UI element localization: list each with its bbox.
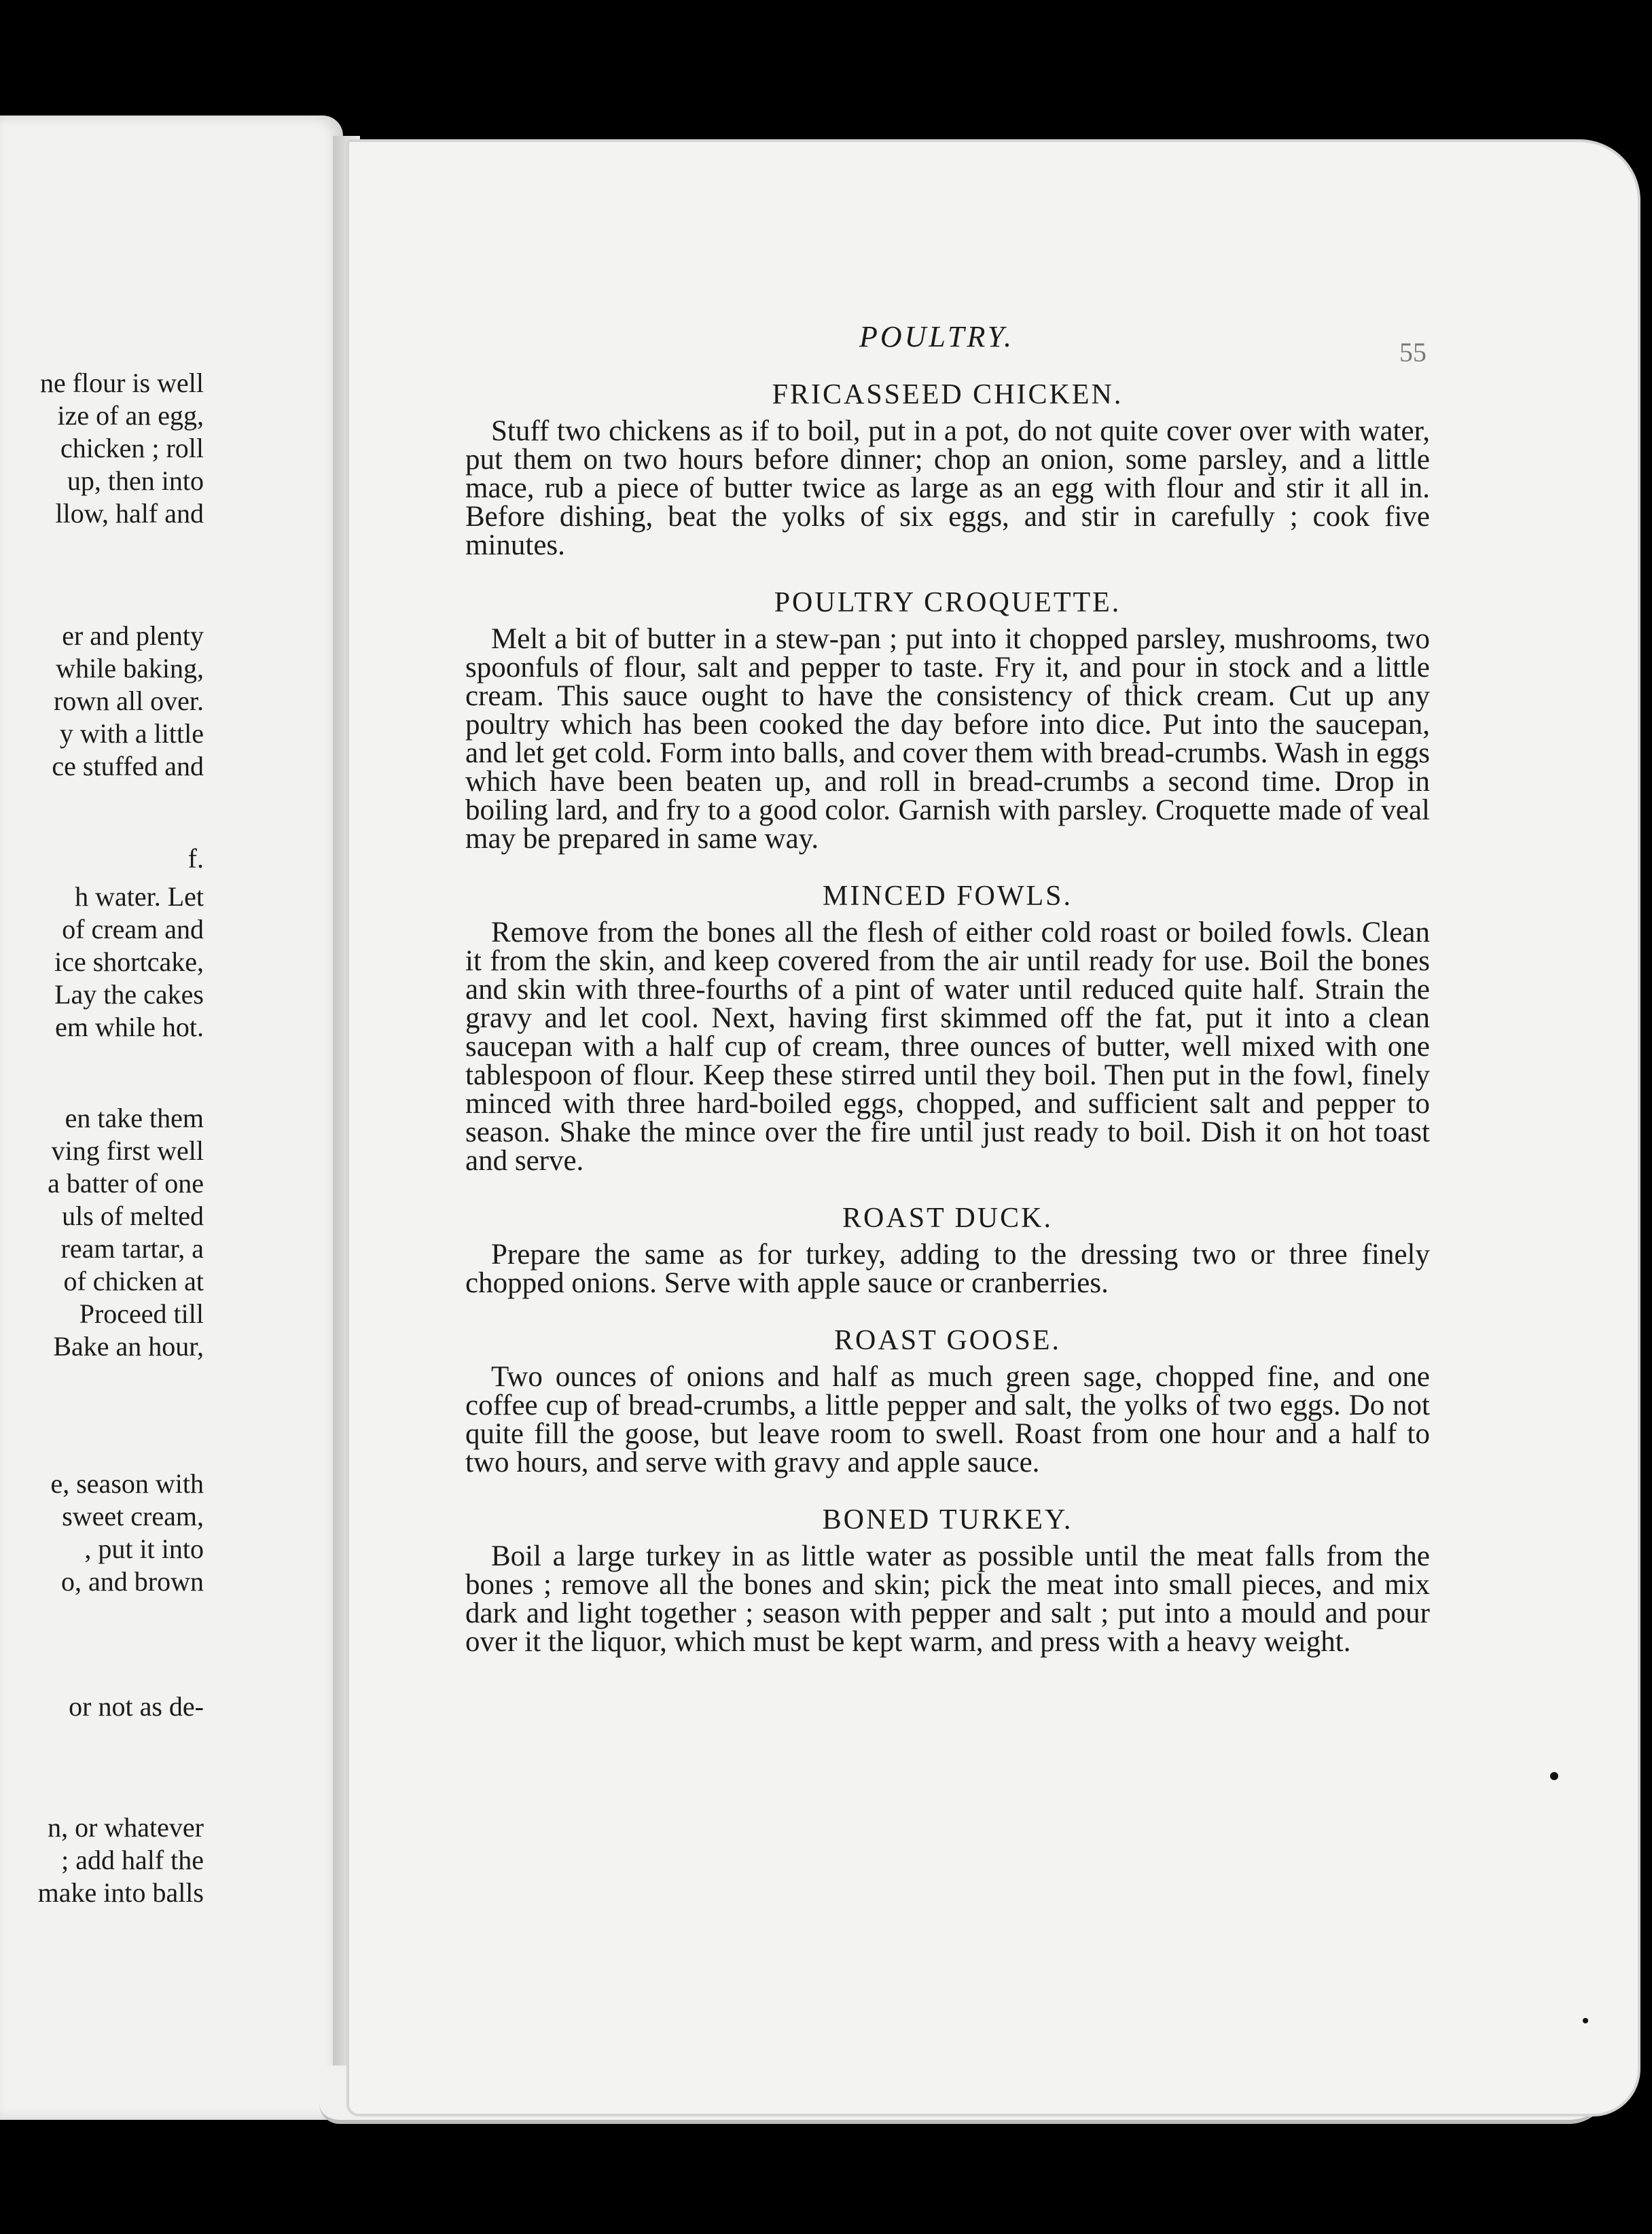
left-page-line: ne flour is well: [39, 368, 204, 398]
left-page-line: of cream and: [62, 914, 204, 944]
recipe-body: Prepare the same as for turkey, adding to the dressing two or three finely chopped onions. Serve with apple sauce or cranberries.: [465, 1239, 1430, 1299]
left-page-line: ; add half the: [61, 1845, 204, 1875]
left-page-line: up, then into: [67, 465, 204, 496]
left-page-line: chicken ; roll: [60, 433, 204, 463]
recipe-body: Boil a large turkey in as little water as possible until the meat falls from the bones ; remove all the bones and skin; pick the meat into small pieces, and mix dark and light together ; season with pepper and salt ; put into a mould and pour over it the liquor, which must be kept warm, and press with a heavy weight.: [465, 1540, 1430, 1658]
left-page-line: sweet cream,: [62, 1501, 204, 1531]
left-page-line: , put it into: [84, 1533, 204, 1564]
recipe-title: BONED TURKEY.: [822, 1504, 1073, 1536]
left-page-line: of chicken at: [63, 1266, 204, 1296]
recipe-fricasseed-chicken: [465, 380, 1430, 560]
recipe-title: FRICASSEED CHICKEN.: [772, 379, 1124, 410]
recipe-body: Two ounces of onions and half as much green sage, chopped fine, and one coffee cup of bread-crumbs, a little pepper and salt, the yolks of two eggs. Do not quite fill the goose, but leave room to swell. Roast from one hour and a half to two hours, and serve with gravy and apple sauce.: [465, 1361, 1430, 1478]
left-page-line: em while hot.: [55, 1012, 204, 1042]
page-number: 55: [1399, 337, 1426, 368]
left-page-line: ce stuffed and: [52, 751, 204, 781]
page-content: [465, 380, 1430, 1685]
running-header: POULTRY.: [859, 320, 1015, 353]
recipe-body: Remove from the bones all the flesh of either cold roast or boiled fowls. Clean it from the skin, and keep covered from the air until ready for use. Boil the bones and skin with three-fourths of a pint of water until reduced quite half. Strain the gravy and let cool. Next, having first skimmed off the fat, put it into a clean saucepan with a half cup of cream, three ounces of butter, well mixed with one tablespoon of flour. Keep these stirred until they boil. Then put in the fowl, finely minced with three hard-boiled eggs, chopped, and sufficient salt and pepper to season. Shake the mince over the fire until just ready to boil. Dish it on hot toast and serve.: [465, 917, 1430, 1177]
recipe-roast-goose: [465, 1326, 1430, 1477]
left-page-line: make into balls: [37, 1877, 204, 1908]
left-page-line: h water. Let: [75, 881, 204, 912]
left-page-line: ving first well: [51, 1135, 204, 1166]
recipe-title: ROAST DUCK.: [842, 1203, 1053, 1234]
left-page-line: f.: [187, 843, 204, 874]
recipe-boned-turkey: [465, 1506, 1430, 1656]
left-page-line: ream tartar, a: [60, 1233, 204, 1264]
left-page-line: while baking,: [56, 653, 204, 684]
recipe-roast-duck: [465, 1204, 1430, 1298]
dust-speck: [1583, 2018, 1588, 2023]
left-page-line: e, season with: [50, 1468, 204, 1499]
recipe-title: ROAST GOOSE.: [834, 1325, 1061, 1356]
left-page-line: a batter of one: [48, 1168, 204, 1199]
left-page-line: rown all over.: [53, 686, 204, 716]
recipe-title: POULTRY CROQUETTE.: [774, 587, 1121, 618]
left-page-line: en take them: [65, 1103, 204, 1133]
left-page-line: or not as de-: [69, 1691, 204, 1722]
left-page-line: y with a little: [59, 718, 204, 749]
recipe-body: Melt a bit of butter in a stew-pan ; put into it chopped parsley, mushrooms, two spoonfuls of flour, salt and pepper to taste. Fry it, and pour in stock and a little cream. This sauce ought to have the consistency of thick cream. Cut up any poultry which has been cooked the day before into dice. Put into the saucepan, and let get cold. Form into balls, and cover them with bread-crumbs. Wash in eggs which have been beaten up, and roll in bread-crumbs a second time. Drop in boiling lard, and fry to a good color. Garnish with parsley. Croquette made of veal may be prepared in same way.: [465, 623, 1430, 855]
left-page: [0, 116, 343, 2120]
left-page-line: Bake an hour,: [53, 1331, 204, 1362]
dust-speck: [1550, 1772, 1558, 1780]
left-page-line: o, and brown: [61, 1566, 204, 1597]
recipe-body: Stuff two chickens as if to boil, put in a pot, do not quite cover over with water, put them on two hours before dinner; chop an onion, some parsley, and a little mace, rub a piece of butter twice as large as an egg with flour and stir it all in. Before dishing, beat the yolks of six eggs, and stir in carefully ; cook five minutes.: [465, 415, 1430, 561]
left-page-line: Proceed till: [79, 1298, 204, 1329]
recipe-title: MINCED FOWLS.: [822, 881, 1073, 912]
left-page-line: uls of melted: [62, 1201, 204, 1231]
left-page-line: ize of an egg,: [57, 400, 204, 431]
left-page-line: ice shortcake,: [54, 946, 204, 977]
left-page-line: Lay the cakes: [54, 979, 204, 1010]
left-page-line: er and plenty: [62, 620, 204, 651]
recipe-poultry-croquette: [465, 588, 1430, 853]
recipe-minced-fowls: [465, 882, 1430, 1175]
left-page-line: n, or whatever: [48, 1812, 204, 1843]
left-page-line: llow, half and: [55, 498, 204, 529]
